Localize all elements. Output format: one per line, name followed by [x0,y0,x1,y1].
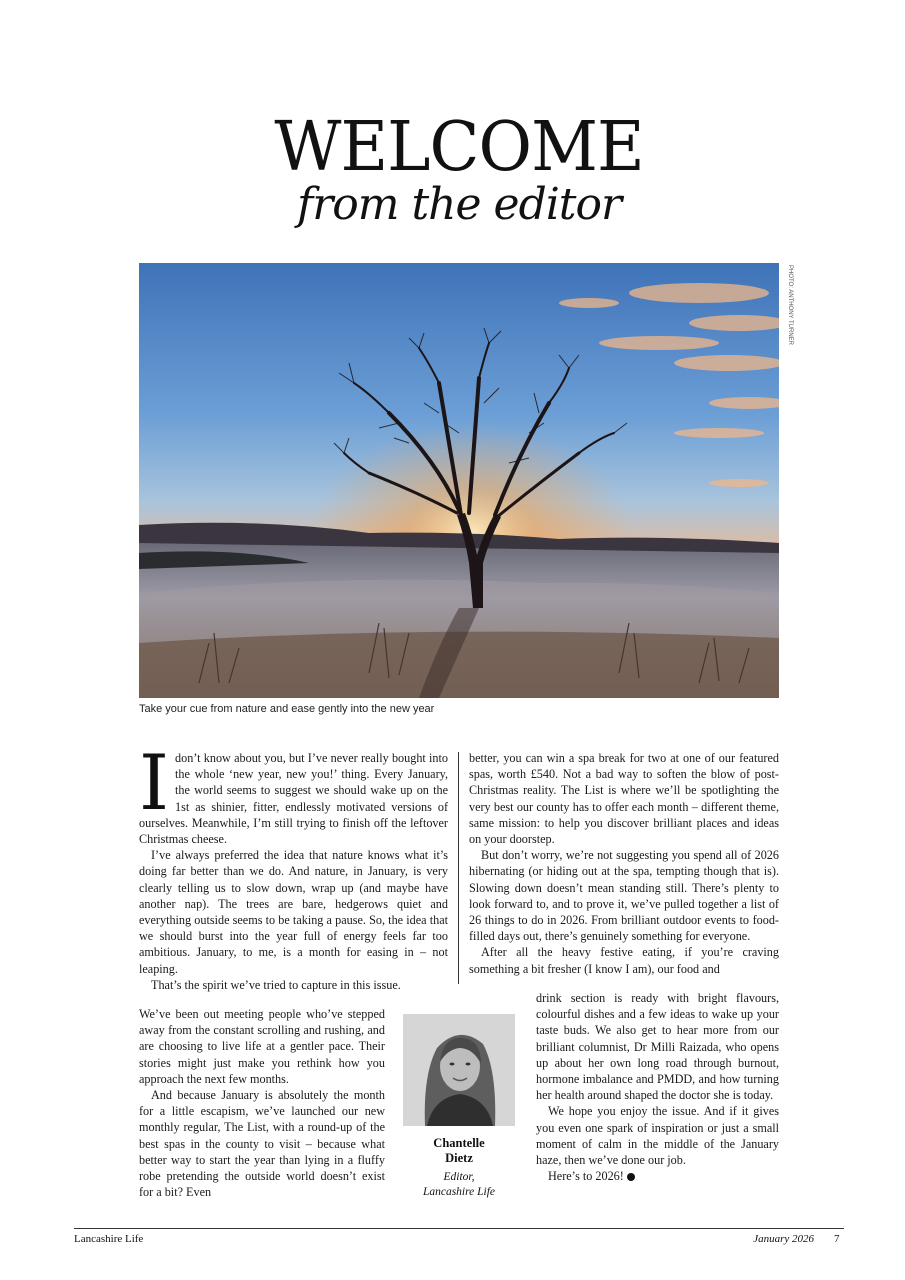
editor-name [400,1136,518,1166]
article-paragraph: That’s the spirit we’ve tried to capture in this issue. [151,977,401,992]
article-paragraph [139,738,448,847]
article-column-left-narrow [139,1006,385,1200]
editor-role [395,1170,523,1200]
article-paragraph: And because January is absolutely the month for a little escapism, we’ve launched our new monthly regular, The List, with a round-up of the best spas in the county to visit – because what better way to start the year than lying in a fluffy robe pretending the outside world doesn’t exist for a bit? Even [139,1088,385,1200]
footer-issue-date: January 2026 [753,1233,814,1245]
article-column-right [469,750,779,977]
page-subtitle: from the editor [296,179,622,230]
footer-rule [74,1228,844,1229]
article-paragraph [536,1168,779,1184]
footer-publication: Lancashire Life [74,1233,144,1245]
article-paragraph: We hope you enjoy the issue. And if it gives you even one spark of inspiration or just a small moment of calm in the middle of the January haze, then we’ve done our job. [536,1104,779,1168]
article-column-right-narrow [536,990,779,1184]
column-divider [458,752,459,984]
photo-credit: PHOTO: ANTHONY TURNER [787,265,793,346]
editor-portrait [403,1014,515,1126]
paragraph-text: Here’s to 2026! [548,1169,624,1184]
page-number: 7 [834,1233,840,1245]
editor-first-name: Chantelle [433,1136,485,1150]
article-paragraph: I’ve always preferred the idea that nature knows what it’s doing far better than we do. And nature, in January, is very clearly telling us to slow down, wrap up (and maybe have another nap). The trees are bare, hedgerows quiet and everything outside seems to be taking a pause. So, the idea that we should burst into the year full of energy feels far too ambitious. January, to me, is a month for easing in – not leaping. [139,848,448,976]
hero-photo [139,263,779,698]
drop-cap: I [139,738,170,827]
article-paragraph: But don’t worry, we’re not suggesting you spend all of 2026 hibernating (or hiding out at the spa, tempting though that is). Slowing down doesn’t mean standing still. There’s plenty to look forward to, and to prove it, we’ve pulled together a list of 26 things to do in 2026. From brilliant outdoor events to food-filled days out, there’s genuinely something for everyone. [469,848,779,944]
article-paragraph: We’ve been out meeting people who’ve stepped away from the constant scrolling and rushing, and are choosing to live life at a gentler pace. Their stories might just make you rethink how you approach the next few months. [139,1007,385,1086]
article-column-left [139,738,448,993]
article-paragraph: drink section is ready with bright flavours, colourful dishes and a few ideas to wake up your taste buds. We also get to hear more from our brilliant columnist, Dr Milli Raizada, who opens up about her own long road through burnout, hormone imbalance and PMDD, and how turning her health around shaped the doctor she is today. [536,991,779,1103]
photo-caption: Take your cue from nature and ease gently into the new year [139,703,435,715]
page-title: WELCOME [274,108,644,187]
tree-sunset-image [139,263,779,698]
editor-title: Editor, [443,1171,475,1183]
editor-publication: Lancashire Life [422,1186,496,1198]
article-paragraph: After all the heavy festive eating, if you’re craving something a bit fresher (I know I am), our food and [469,945,779,976]
end-mark-icon [627,1173,635,1181]
editor-last-name: Dietz [445,1151,473,1165]
editor-portrait-image [403,1014,515,1126]
paragraph-text: don’t know about you, but I’ve never really bought into the whole ‘new year, new you!’ thing. Every January, the world seems to suggest we should wake up on the 1st as shinier, fitter, endlessly motivated versions of ourselves. Meanwhile, I’m still trying to finish off the leftover Christmas cheese. [139,751,448,847]
article-paragraph: better, you can win a spa break for two at one of our featured spas, worth £540. Not a bad way to soften the blow of post-Christmas reality. The List is where we’ll be spotlighting the very best our county has to offer each month – different theme, same mission: to help you discover brilliant places and ideas on your doorstep. [469,751,779,847]
